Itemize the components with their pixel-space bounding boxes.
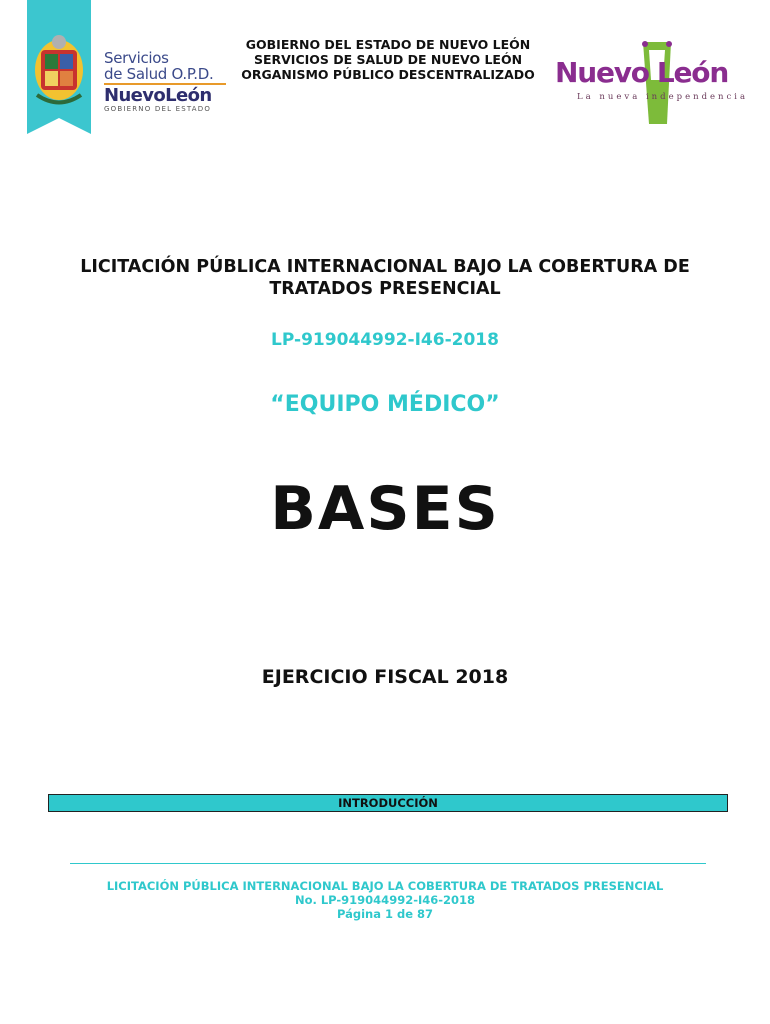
footer-line-2: No. LP-919044992-I46-2018 xyxy=(294,893,476,907)
wordmark-leon: León xyxy=(656,56,729,89)
footer-line-1: LICITACIÓN PÚBLICA INTERNACIONAL BAJO LA COBERTURA DE TRATADOS PRESENCIAL xyxy=(106,879,664,893)
page-footer xyxy=(0,879,770,921)
wordmark-nuevo: Nuevo xyxy=(555,56,649,89)
tender-code: LP-919044992-I46-2018 xyxy=(271,330,499,350)
servicios-salud-logo xyxy=(104,50,226,122)
tender-subject: “EQUIPO MÉDICO” xyxy=(270,392,500,417)
title-line-1: LICITACIÓN PÚBLICA INTERNACIONAL BAJO LA COBERTURA DE xyxy=(80,257,690,277)
fiscal-year: EJERCICIO FISCAL 2018 xyxy=(261,666,509,688)
title-line-2: TRATADOS PRESENCIAL xyxy=(269,279,501,299)
footer-divider xyxy=(70,863,706,864)
document-header xyxy=(232,37,544,82)
section-introduccion-bar: INTRODUCCIÓN xyxy=(48,794,728,812)
bases-heading: BASES xyxy=(270,474,500,544)
header-line-3: ORGANISMO PÚBLICO DESCENTRALIZADO xyxy=(241,67,535,82)
logo-text-servicios: Servicios xyxy=(104,49,169,67)
logo-text-salud: de Salud O.P.D. xyxy=(104,65,214,83)
footer-page-number: Página 1 de 87 xyxy=(336,907,434,921)
coat-of-arms-logo xyxy=(27,0,91,134)
logo-text-gobierno: GOBIERNO DEL ESTADO xyxy=(104,105,212,113)
nuevo-leon-tagline: La nueva independencia xyxy=(577,92,749,102)
document-title xyxy=(0,256,770,300)
header-line-1: GOBIERNO DEL ESTADO DE NUEVO LEÓN xyxy=(245,37,531,52)
nuevo-leon-logo xyxy=(555,40,749,128)
logo-text-nuevoleon: NuevoLeón xyxy=(104,85,212,106)
nuevo-leon-wordmark xyxy=(555,56,740,89)
header-line-2: SERVICIOS DE SALUD DE NUEVO LEÓN xyxy=(253,52,523,67)
